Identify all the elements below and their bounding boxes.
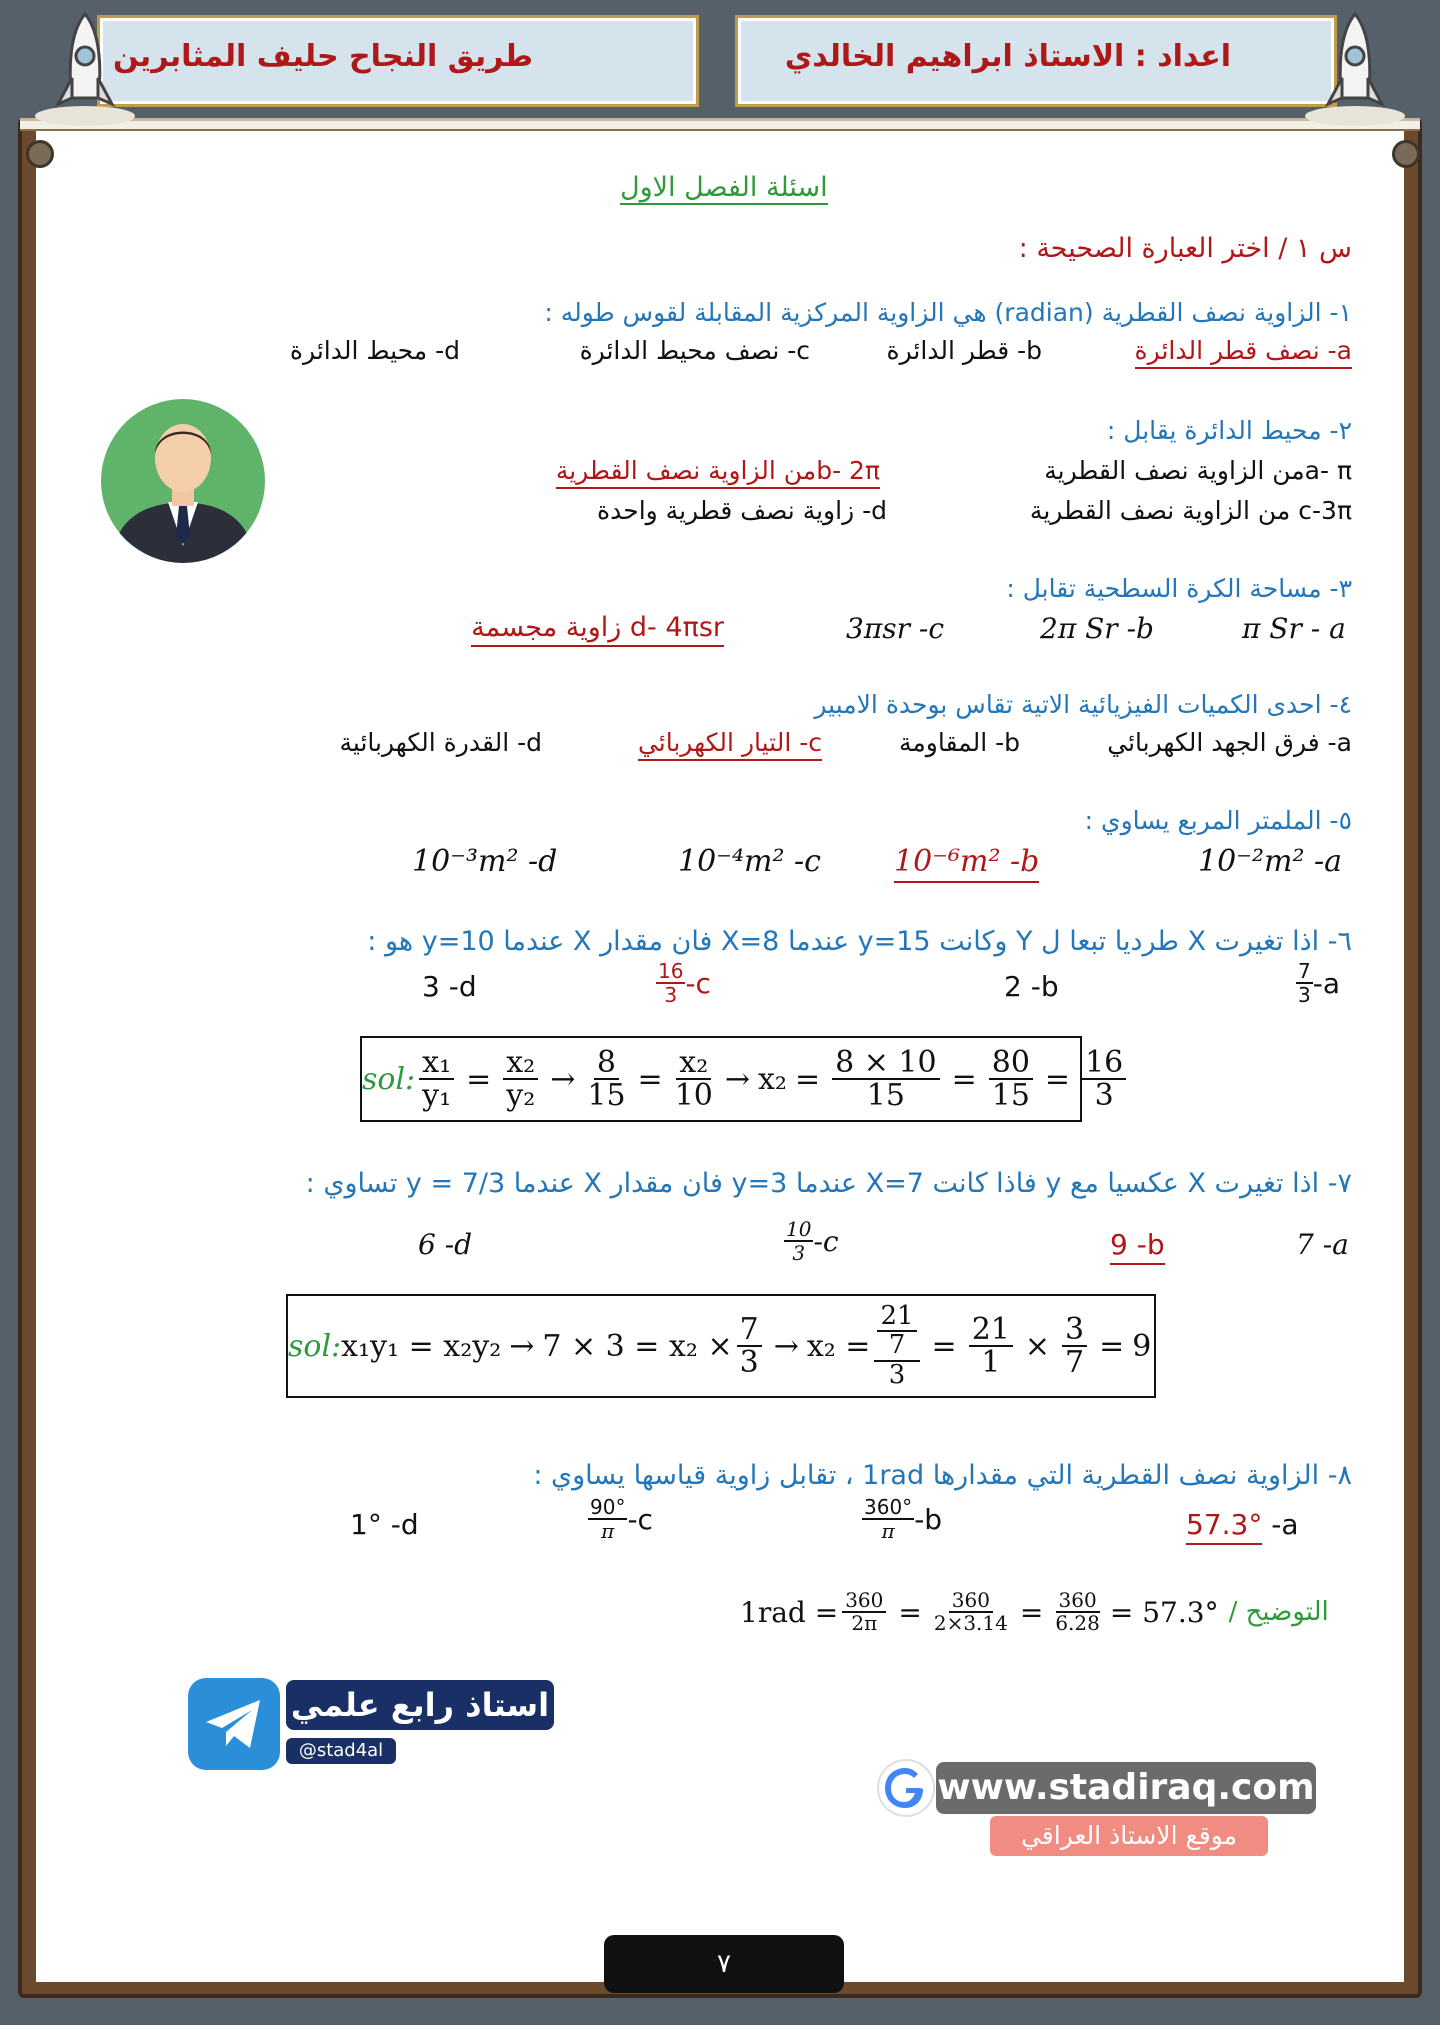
q7-sol-frac: 7 [737, 1314, 762, 1348]
q2-stem: ٢- محيط الدائرة يقابل : [1106, 416, 1352, 445]
q6-sol-frac: 16 [1082, 1047, 1126, 1081]
q7-sol-step: 7 × 3 = x₂ × [542, 1328, 733, 1364]
q8-b-num: 360° [864, 1495, 913, 1519]
q6-solution-box: sol: $\frac{\text{x₁}}{\text{y₁}}$ = $\frac{\text{x₂}}{\text{y₂}}$ → $\frac{8}{15}$ = $\frac{\text{x₂}}{10}$ → x₂ = $\frac{8 \times 10}{15}$ = $\frac{80}{15}$ = $\frac{16}{3}$ [360, 1036, 1082, 1122]
q7-c-num: 10 [786, 1217, 812, 1241]
q7-sol-frac: 1 [981, 1345, 1001, 1380]
q5-option-d: 10⁻³m² -d [412, 844, 558, 879]
q4-option-b: b- المقاومة [899, 728, 1020, 757]
q8-explain-result: = 57.3° [1109, 1595, 1219, 1629]
q7-sol-frac: 7 [1065, 1345, 1085, 1380]
q6-sol-frac: 10 [674, 1078, 713, 1113]
q6-option-d: 3 -d [422, 970, 477, 1003]
q8-explain-frac: 2π [851, 1611, 878, 1635]
q4-stem: ٤- احدى الكميات الفيزيائية الاتية تقاس بوحدة الامبير [814, 690, 1352, 719]
q7-sol-lhs: x₁y₁ = x₂y₂ [341, 1328, 502, 1364]
q7-solution-box: sol: x₁y₁ = x₂y₂ → 7 × 3 = x₂ × $\frac{7}{3}$ → x₂ = $\frac{\frac{21}{7}}{3}$ = $\frac{21}{1}$ × $\frac{3}{7}$ = 9 [286, 1294, 1156, 1398]
q6-sol-x2: x₂ [758, 1061, 787, 1097]
q2-option-b: b- 2πمن الزاوية نصف القطرية [556, 456, 880, 489]
q3-option-c: 3πsr -c [846, 612, 945, 645]
q7-sol-label: sol: [288, 1328, 342, 1364]
q1-option-a: a- نصف قطر الدائرة [1135, 336, 1352, 369]
q8-explain-label: التوضيح / [1228, 1597, 1329, 1627]
q5-stem: ٥- الملمتر المربع يساوي : [1084, 806, 1352, 835]
q6-sol-frac: 15 [991, 1078, 1030, 1113]
q7-sol-frac: 3 [1062, 1314, 1087, 1348]
q7-sol-result: 9 [1132, 1328, 1152, 1364]
header-right-title: اعداد : الاستاذ ابراهيم الخالدي [784, 39, 1231, 74]
website-subtitle: موقع الاستاذ العراقي [990, 1816, 1268, 1856]
pin-right [1392, 140, 1420, 168]
q8-explain-frac: 6.28 [1055, 1611, 1100, 1635]
q7-c-label: -c [813, 1224, 839, 1258]
q6-c-label: -c [685, 966, 711, 1000]
q7-sol-x2: x₂ = [806, 1328, 871, 1364]
q6-a-label: -a [1312, 966, 1340, 1000]
q6-option-b: 2 -b [1004, 970, 1059, 1003]
q8-explain-frac: 360 [949, 1590, 993, 1613]
q1-option-b: b- قطر الدائرة [886, 336, 1042, 365]
q7-c-den: 3 [792, 1241, 806, 1265]
page-number: ٧ [604, 1935, 844, 1993]
q6-sol-frac: 3 [1094, 1078, 1114, 1113]
q8-a-value: 57.3° [1186, 1508, 1262, 1545]
q8-a-label: -a [1271, 1508, 1299, 1541]
q1-option-c: c- نصف محيط الدائرة [579, 336, 810, 365]
q6-stem: ٦- اذا تغيرت X طرديا تبعا ل Y وكانت y=15 عندما X=8 فان مقدار X عندما y=10 هو : [367, 926, 1352, 957]
avatar [100, 396, 266, 566]
q8-explain-frac: 360 [842, 1590, 886, 1613]
q3-stem: ٣- مساحة الكرة السطحية تقابل : [1006, 574, 1352, 603]
q6-option-a [1296, 960, 1340, 1006]
telegram-badge[interactable] [186, 1676, 558, 1772]
q6-sol-frac: 8 [594, 1047, 619, 1081]
q1-option-d: d- محيط الدائرة [289, 336, 460, 365]
header-left-bar [100, 18, 696, 104]
rocket-icon [30, 8, 140, 128]
telegram-title: استاذ رابع علمي [286, 1680, 554, 1730]
q6-sol-frac: 15 [587, 1078, 626, 1113]
q5-option-a: 10⁻²m² -a [1198, 844, 1343, 879]
header-right-bar [738, 18, 1334, 104]
q7-option-b: 9 -b [1110, 1228, 1165, 1265]
website-url: www.stadiraq.com [936, 1762, 1316, 1814]
q7-option-d: 6 -d [418, 1228, 473, 1261]
q6-sol-frac: 15 [866, 1078, 905, 1113]
q8-c-label: -c [627, 1502, 653, 1536]
q6-sol-frac: y₁ [422, 1078, 452, 1113]
section-label: س ١ / اختر العبارة الصحيحة : [1018, 233, 1352, 264]
q6-sol-frac: x₂ [503, 1047, 538, 1081]
q3-option-a: π Sr - a [1242, 612, 1346, 645]
q7-option-c [784, 1218, 839, 1264]
q8-explain-frac: 360 [1056, 1590, 1100, 1613]
q2-option-d: d- زاوية نصف قطرية واحدة [597, 496, 887, 525]
page-title: اسئلة الفصل الاول [620, 172, 828, 203]
q2-option-c: c-3π من الزاوية نصف القطرية [1029, 496, 1352, 525]
top-rail [20, 118, 1420, 131]
q8-option-b [862, 1496, 942, 1542]
q3-option-b: 2π Sr -b [1040, 612, 1154, 645]
q7-sol-frac: 3 [739, 1345, 759, 1380]
q7-option-a: 7 -a [1296, 1228, 1349, 1261]
q8-stem: ٨- الزاوية نصف القطرية التي مقدارها 1rad ، تقابل زاوية قياسها يساوي : [533, 1460, 1352, 1491]
q3-option-d: d- 4πsr زاوية مجسمة [471, 612, 724, 647]
q8-explain-frac: 2×3.14 [933, 1611, 1008, 1635]
q7-stem: ٧- اذا تغيرت X عكسيا مع y فاذا كانت X=7 عندما y=3 فان مقدار X عندما y = 7/3 تساوي : [305, 1168, 1352, 1199]
q7-sol-frac: 7 [888, 1330, 906, 1361]
q8-b-den: π [881, 1519, 895, 1543]
q5-option-c: 10⁻⁴m² -c [678, 844, 821, 879]
q2-option-a: a- πمن الزاوية نصف القطرية [1044, 456, 1352, 485]
header-left-title: طريق النجاح حليف المثابرين [112, 39, 533, 74]
telegram-icon [186, 1676, 282, 1772]
q4-option-a: a- فرق الجهد الكهربائي [1107, 728, 1352, 757]
q6-sol-frac: 80 [989, 1047, 1033, 1081]
q7-sol-frac: 21 [877, 1303, 916, 1332]
q6-a-den: 3 [1298, 983, 1311, 1007]
q8-option-d: 1° -d [350, 1508, 419, 1541]
google-icon [876, 1758, 936, 1818]
telegram-handle: @stad4al [286, 1738, 396, 1764]
q8-explanation: 1rad = $\frac{360}{2\pi}$ = $\frac{360}{2\times 3.14}$ = $\frac{360}{6.28}$ = 57.3° التوضيح / [740, 1588, 1329, 1635]
q6-option-c [656, 960, 711, 1006]
rocket-icon [1300, 8, 1410, 128]
q8-c-num: 90° [590, 1495, 626, 1519]
q8-b-label: -b [914, 1502, 943, 1536]
website-link[interactable] [876, 1758, 1324, 1818]
q6-sol-frac: x₂ [676, 1047, 711, 1081]
q6-a-num: 7 [1298, 959, 1311, 983]
q1-stem: ١- الزاوية نصف القطرية (radian) هي الزاوية المركزية المقابلة لقوس طوله : [544, 298, 1352, 327]
q6-c-num: 16 [658, 959, 684, 983]
q8-option-c [588, 1496, 653, 1542]
q8-explain-lhs: 1rad = [740, 1595, 839, 1629]
q6-sol-frac: 8 × 10 [832, 1047, 939, 1081]
q4-option-c: c- التيار الكهربائي [638, 728, 822, 761]
q6-c-den: 3 [664, 983, 678, 1007]
q6-sol-frac: y₂ [506, 1078, 536, 1113]
q6-sol-frac: x₁ [419, 1047, 454, 1081]
q5-option-b: 10⁻⁶m² -b [894, 844, 1039, 883]
q7-sol-frac: 3 [888, 1359, 906, 1390]
q8-option-a [1186, 1508, 1299, 1541]
q4-option-d: d- القدرة الكهربائية [339, 728, 542, 757]
q6-sol-label: sol: [362, 1061, 416, 1097]
q8-c-den: π [601, 1519, 615, 1543]
q7-sol-frac: 21 [969, 1314, 1013, 1348]
pin-left [26, 140, 54, 168]
